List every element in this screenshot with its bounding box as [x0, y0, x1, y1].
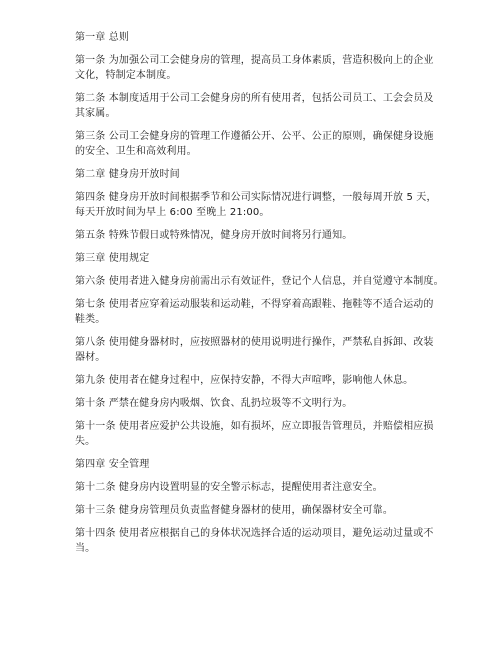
chapter-heading-2: 第二章 健身房开放时间: [75, 169, 180, 180]
article-2-line-1: 第二条 本制度适用于公司工会健身房的所有使用者，包括公司员工、工会会员及: [75, 93, 434, 104]
article-14-line-1: 第十四条 使用者应根据自己的身体状况选择合适的运动项目，避免运动过量或不: [75, 528, 434, 539]
article-13-line-1: 第十三条 健身房管理员负责监督健身器材的使用，确保器材安全可靠。: [75, 505, 393, 516]
chapter-heading-4: 第四章 安全管理: [75, 459, 150, 470]
article-10: [75, 396, 460, 411]
article-1: [75, 53, 460, 83]
article-3-line-1: 第三条 公司工会健身房的管理工作遵循公开、公平、公正的原则，确保健身设施: [75, 131, 434, 142]
article-8: [75, 335, 460, 365]
article-14: [75, 526, 460, 556]
article-5-line-1: 第五条 特殊节假日或特殊情况，健身房开放时间将另行通知。: [75, 230, 353, 241]
article-3-line-2: 的安全、卫生和高效利用。: [75, 146, 197, 157]
article-6-line-1: 第六条 使用者进入健身房前需出示有效证件，登记个人信息，并自觉遵守本制度。: [75, 276, 444, 287]
article-9-line-1: 第九条 使用者在健身过程中，应保持安静，不得大声喧哗，影响他人休息。: [75, 375, 414, 386]
article-5: [75, 228, 460, 243]
article-11-line-1: 第十一条 使用者应爱护公共设施，如有损坏，应立即报告管理员，并赔偿相应损: [75, 421, 434, 432]
article-12-line-1: 第十二条 健身房内设置明显的安全警示标志，提醒使用者注意安全。: [75, 482, 383, 493]
article-7-line-1: 第七条 使用者应穿着运动服装和运动鞋，不得穿着高跟鞋、拖鞋等不适合运动的: [75, 299, 434, 310]
chapter-heading-3: 第三章 使用规定: [75, 253, 150, 264]
article-11: [75, 419, 460, 449]
article-8-line-2: 器材。: [75, 352, 106, 363]
article-4: [75, 190, 460, 220]
article-9: [75, 373, 460, 388]
article-3: [75, 129, 460, 159]
document-page: [75, 30, 460, 564]
article-2-line-2: 其家属。: [75, 108, 116, 119]
chapter-heading-1: 第一章 总则: [75, 32, 130, 43]
article-13: [75, 503, 460, 518]
article-4-line-2: 每天开放时间为早上 6:00 至晚上 21:00。: [75, 207, 270, 218]
article-10-line-1: 第十条 严禁在健身房内吸烟、饮食、乱扔垃圾等不文明行为。: [75, 398, 353, 409]
article-11-line-2: 失。: [75, 436, 96, 447]
article-1-line-2: 文化，特制定本制度。: [75, 70, 177, 81]
article-1-line-1: 第一条 为加强公司工会健身房的管理，提高员工身体素质，营造积极向上的企业: [75, 55, 434, 66]
article-12: [75, 480, 460, 495]
article-6: [75, 274, 460, 289]
article-7: [75, 297, 460, 327]
article-14-line-2: 当。: [75, 543, 96, 554]
article-8-line-1: 第八条 使用健身器材时，应按照器材的使用说明进行操作，严禁私自拆卸、改装: [75, 337, 434, 348]
article-2: [75, 91, 460, 121]
article-4-line-1: 第四条 健身房开放时间根据季节和公司实际情况进行调整，一般每周开放 5 天，: [75, 192, 437, 203]
article-7-line-2: 鞋类。: [75, 314, 106, 325]
